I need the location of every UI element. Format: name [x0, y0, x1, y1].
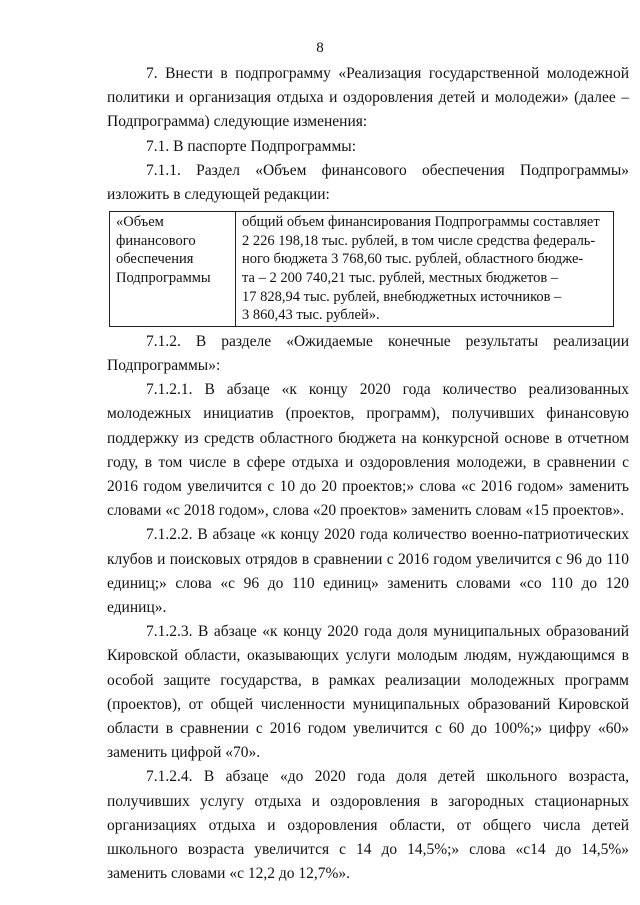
- paragraph-7: 7. Внести в подпрограмму «Реализация государственной молодежной политики и организация отдыха и оздоровления детей и молодежи» (далее – Подпрограмма) следующие изменения:: [107, 65, 629, 131]
- label-line: обеспечения: [116, 251, 194, 268]
- paragraph-7-1: 7.1. В паспорте Подпрограммы:: [146, 137, 357, 155]
- finance-table: [109, 211, 614, 327]
- label-line: финансового: [116, 232, 196, 249]
- paragraph-7-1-2-4: 7.1.2.4. В абзаце «до 2020 года доля детей школьного возраста, получивших услугу отдыха и оздоровления в загородных стационарных организациях отдыха и оздоровления области, от общего числа детей школьного возраста увеличится с 14 до 14,5%;» слова «с14 до 14,5%» заменить словами «с 12,2 до 12,7%».: [107, 768, 629, 883]
- label-line: «Объем: [116, 214, 164, 231]
- value-line: ного бюджета 3 768,60 тыс. рублей, областного бюдже-: [242, 251, 584, 268]
- value-line: 17 828,94 тыс. рублей, внебюджетных источников –: [242, 288, 562, 305]
- value-line: общий объем финансирования Подпрограммы составляет: [242, 214, 600, 231]
- label-line: Подпрограммы: [116, 270, 211, 286]
- page-number: 8: [316, 40, 324, 56]
- value-line: 2 226 198,18 тыс. рублей, в том числе средства федераль-: [242, 232, 596, 249]
- document-body: [107, 62, 629, 886]
- paragraph-7-1-2: 7.1.2. В разделе «Ожидаемые конечные результаты реализации Подпрограммы»:: [107, 332, 629, 374]
- finance-table-wrapper: [109, 211, 629, 327]
- finance-value-cell: [236, 212, 614, 327]
- value-line: 3 860,43 тыс. рублей».: [242, 307, 380, 324]
- paragraph-7-1-2-2: 7.1.2.2. В абзаце «к концу 2020 года количество военно-патриотических клубов и поисковых отрядов в сравнении с 2016 годом увеличится с 96 до 110 единиц;» слова «с 96 до 110 единиц» заменить словами «со 110 до 120 единиц».: [107, 526, 629, 617]
- paragraph-7-1-2-3: 7.1.2.3. В абзаце «к концу 2020 года доля муниципальных образований Кировской области, оказывающих услуги молодым людям, нуждающимся в особой защите государства, в рамках реализации молодежных программ (проектов), от общей численности муниципальных образований Кировской области в сравнении с 2016 годом увеличится с 60 до 100%;» цифру «60» заменить цифрой «70».: [107, 623, 629, 762]
- value-line: та – 2 200 740,21 тыс. рублей, местных бюджетов –: [242, 270, 559, 286]
- finance-table-row: [110, 212, 614, 327]
- paragraph-7-1-1: 7.1.1. Раздел «Объем финансового обеспечения Подпрограммы» изложить в следующей редакции:: [107, 161, 629, 204]
- paragraph-7-1-2-1: 7.1.2.1. В абзаце «к концу 2020 года количество реализованных молодежных инициатив (проектов, программ), получивших финансовую поддержку из средств областного бюджета на конкурсной основе в отчетном году, в том числе в сфере отдыха и оздоровления молодежи, в сравнении с 2016 годом увеличится с 10 до 20 проектов;» слова «с 2016 годом» заменить словами «с 2018 годом», слова «20 проектов» заменить словам «15 проектов».: [107, 381, 629, 520]
- finance-label-cell: [110, 212, 236, 327]
